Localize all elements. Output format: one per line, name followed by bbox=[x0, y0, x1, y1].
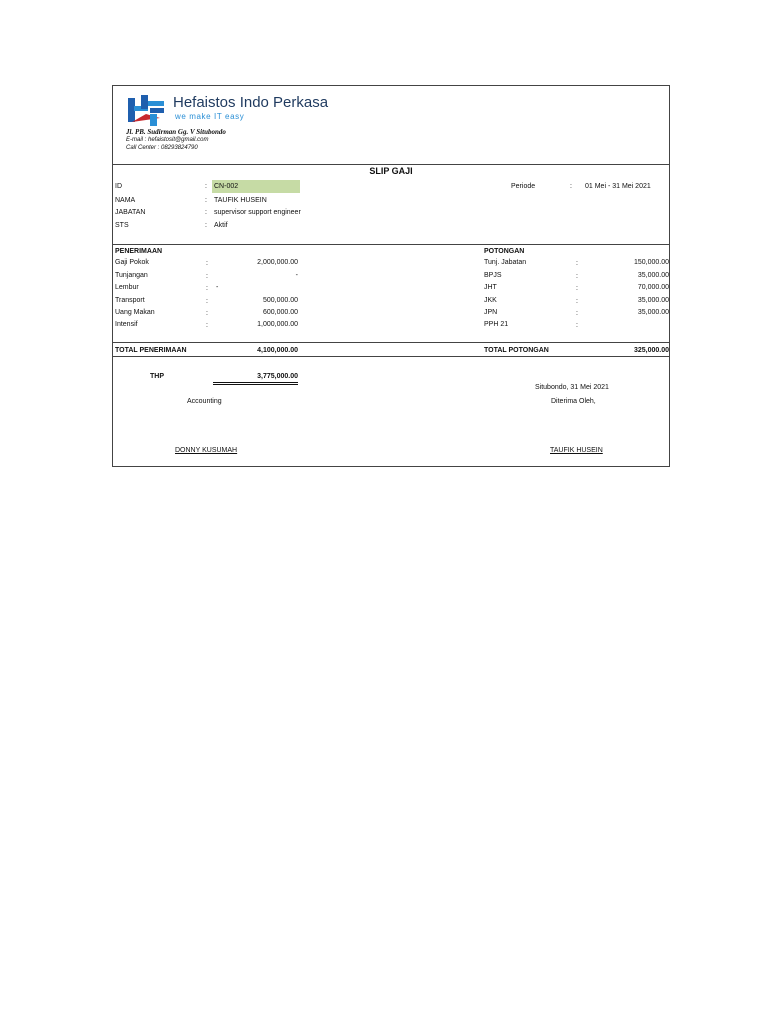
company-name: Hefaistos Indo Perkasa bbox=[173, 94, 329, 111]
left-signatory-name: DONNY KUSUMAH bbox=[175, 447, 238, 454]
potongan-header: POTONGAN bbox=[484, 248, 525, 255]
company-address: Jl. PB. Sudirman Gg. V Situbondo bbox=[126, 128, 226, 136]
total-potongan-label: TOTAL POTONGAN bbox=[484, 347, 549, 354]
penerimaan-header: PENERIMAAN bbox=[115, 248, 163, 255]
colon: : bbox=[576, 260, 578, 267]
penerimaan-label: Intensif bbox=[115, 321, 138, 328]
total-potongan-value: 325,000.00 bbox=[633, 347, 669, 354]
right-signatory-name: TAUFIK HUSEIN bbox=[550, 447, 603, 454]
salary-slip bbox=[112, 85, 670, 467]
name-value: TAUFIK HUSEIN bbox=[214, 197, 267, 204]
company-tagline: we make IT easy bbox=[175, 112, 245, 121]
position-label: JABATAN bbox=[115, 209, 146, 216]
colon: : bbox=[205, 183, 207, 190]
penerimaan-label: Lembur bbox=[115, 284, 139, 291]
penerimaan-value: 2,000,000.00 bbox=[257, 259, 298, 266]
divider bbox=[113, 164, 669, 165]
status-value: Aktif bbox=[214, 222, 228, 229]
document-title: SLIP GAJI bbox=[369, 166, 413, 176]
colon: : bbox=[206, 285, 208, 292]
potongan-label: JKK bbox=[484, 297, 497, 304]
divider bbox=[113, 244, 669, 245]
name-label: NAMA bbox=[115, 197, 136, 204]
colon: : bbox=[576, 273, 578, 280]
potongan-label: JPN bbox=[484, 309, 498, 316]
colon: : bbox=[206, 310, 208, 317]
place-date: Situbondo, 31 Mei 2021 bbox=[535, 384, 609, 391]
thp-label: THP bbox=[150, 373, 164, 380]
penerimaan-label: Transport bbox=[115, 297, 145, 304]
periode-value: 01 Mei - 31 Mei 2021 bbox=[585, 183, 651, 190]
id-label: ID bbox=[115, 183, 122, 190]
colon: : bbox=[206, 273, 208, 280]
colon: : bbox=[206, 260, 208, 267]
status-label: STS bbox=[115, 222, 129, 229]
penerimaan-label: Gaji Pokok bbox=[115, 259, 149, 266]
potongan-label: BPJS bbox=[484, 272, 502, 279]
total-penerimaan-label: TOTAL PENERIMAAN bbox=[115, 347, 187, 354]
colon: : bbox=[205, 209, 207, 216]
potongan-value: 35,000.00 bbox=[637, 309, 669, 316]
colon: : bbox=[576, 322, 578, 329]
divider bbox=[113, 342, 669, 343]
penerimaan-label: Tunjangan bbox=[115, 272, 148, 279]
position-value: supervisor support engineer bbox=[214, 209, 301, 216]
divider bbox=[113, 356, 669, 357]
colon: : bbox=[206, 322, 208, 329]
total-penerimaan-value: 4,100,000.00 bbox=[257, 347, 298, 354]
company-call-center: Call Center : 08293824790 bbox=[126, 145, 198, 151]
potongan-value: 70,000.00 bbox=[637, 284, 669, 291]
potongan-label: Tunj. Jabatan bbox=[484, 259, 527, 266]
colon: : bbox=[206, 298, 208, 305]
right-signatory-role: Diterima Oleh, bbox=[551, 398, 596, 405]
penerimaan-value: - bbox=[295, 272, 298, 279]
id-value: CN-002 bbox=[212, 180, 300, 193]
penerimaan-value: 500,000.00 bbox=[262, 297, 298, 304]
company-logo-icon bbox=[126, 92, 166, 128]
thp-value: 3,775,000.00 bbox=[213, 372, 298, 385]
colon: : bbox=[576, 298, 578, 305]
company-email: E-mail : hefaistosit@gmail.com bbox=[126, 137, 209, 143]
periode-label: Periode bbox=[511, 183, 536, 190]
penerimaan-value: 1,000,000.00 bbox=[257, 321, 298, 328]
colon: : bbox=[205, 197, 207, 204]
colon: : bbox=[576, 285, 578, 292]
penerimaan-value: - bbox=[216, 284, 219, 291]
colon: : bbox=[205, 222, 207, 229]
potongan-label: JHT bbox=[484, 284, 497, 291]
left-signatory-role: Accounting bbox=[187, 398, 222, 405]
potongan-value: 150,000.00 bbox=[633, 259, 669, 266]
penerimaan-value: 600,000.00 bbox=[262, 309, 298, 316]
potongan-value: 35,000.00 bbox=[637, 272, 669, 279]
colon: : bbox=[570, 183, 572, 190]
penerimaan-label: Uang Makan bbox=[115, 309, 155, 316]
colon: : bbox=[576, 310, 578, 317]
potongan-value: 35,000.00 bbox=[637, 297, 669, 304]
potongan-label: PPH 21 bbox=[484, 321, 509, 328]
